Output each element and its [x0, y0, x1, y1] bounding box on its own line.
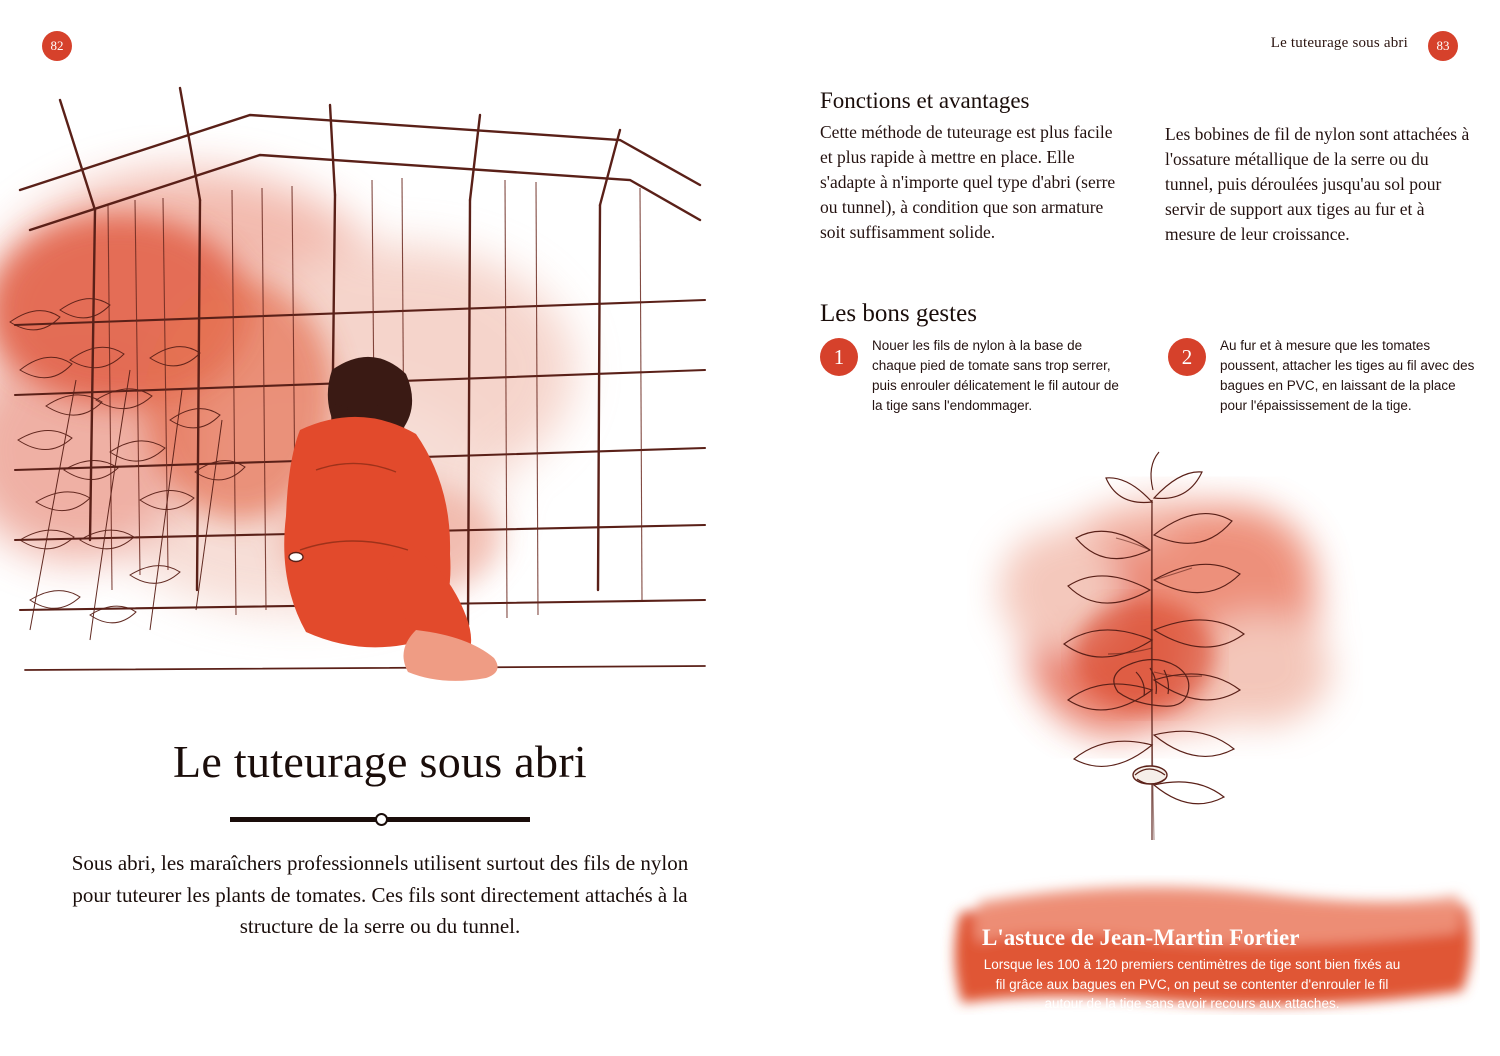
folio-left: 82 — [42, 31, 72, 61]
step-text: Au fur et à mesure que les tomates poussent, attacher les tiges au fil avec des bagues en PVC, en laissant de la place pour l'épaississement de la tige. — [1220, 338, 1475, 413]
intro-columns — [820, 88, 1470, 247]
lede-paragraph: Sous abri, les maraîchers professionnels utilisent surtout des fils de nylon pour tuteurer les plants de tomates. Ces fils sont directement attachés à la structure de la serre ou du tunnel. — [71, 851, 689, 938]
title-block — [60, 735, 700, 943]
greenhouse-illustration — [0, 70, 720, 700]
column-text-nylon: Les bobines de fil de nylon sont attachées à l'ossature métallique de la serre ou du tunnel, puis déroulées jusqu'au sol pour servir de support aux tiges au fur et à mesure de leur croissance. — [1165, 124, 1470, 245]
steps-list — [820, 336, 1480, 415]
column-functions — [820, 88, 1125, 247]
tomato-plant-illustration — [940, 440, 1460, 880]
title-rule — [230, 810, 530, 828]
page-title: Le tuteurage sous abri — [172, 736, 588, 787]
step-text: Nouer les fils de nylon à la base de chaque pied de tomate sans trop serrer, puis enrouler délicatement le fil autour de la tige sans l'endommager. — [872, 338, 1119, 413]
step-item — [820, 336, 1130, 415]
running-head: Le tuteurage sous abri — [1270, 35, 1408, 51]
column-text-functions: Cette méthode de tuteurage est plus facile et plus rapide à mettre en place. Elle s'adapte à n'importe quel type d'abri (serre ou tunnel), à condition que son armature soit suffisamment solide. — [820, 122, 1116, 243]
tip-box — [940, 875, 1480, 1015]
column-nylon — [1165, 88, 1470, 247]
step-item — [1168, 336, 1478, 415]
step-number-badge: 1 — [820, 338, 858, 376]
tip-title: L'astuce de Jean-Martin Fortier — [982, 925, 1300, 950]
section-heading-functions: Fonctions et avantages — [820, 88, 1030, 113]
folio-right: 83 — [1428, 31, 1458, 61]
right-page — [790, 0, 1500, 1056]
tip-text: Lorsque les 100 à 120 premiers centimètres de tige sont bien fixés au fil grâce aux bagues en PVC, on peut se contenter d'enrouler le fil autour de la tige sans avoir recours aux attaches. — [983, 957, 1401, 1012]
step-number-badge: 2 — [1168, 338, 1206, 376]
section-heading-gestes: Les bons gestes — [820, 300, 977, 327]
rule-dot — [375, 813, 388, 826]
